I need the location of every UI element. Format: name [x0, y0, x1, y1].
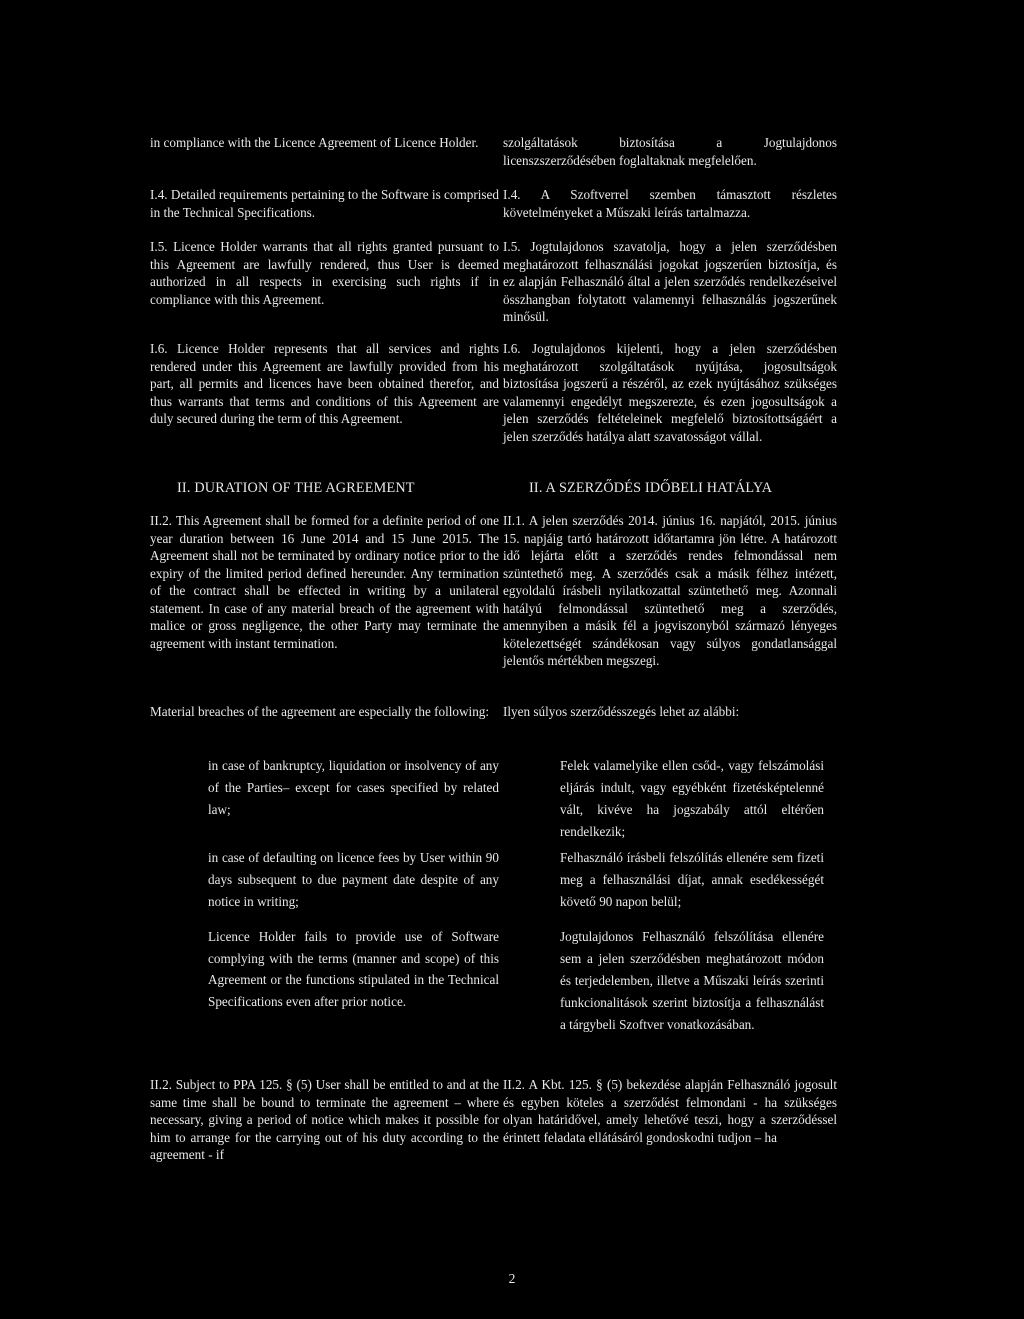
en-paragraph-breaches-intro: Material breaches of the agreement are especially the following:: [150, 704, 490, 719]
en-paragraph-1-4: I.4. Detailed requirements pertaining to the Software is comprised in the Technical Specifications.: [150, 187, 499, 220]
hu-paragraph-breaches-intro: Ilyen súlyos szerződésszegés lehet az alábbi:: [503, 704, 740, 719]
hu-paragraph-continuation: szolgáltatások biztosítása a Jogtulajdonos licenszszerződésében foglaltaknak megfelelően.: [503, 135, 837, 168]
en-paragraph-2-2-ppa: II.2. Subject to PPA 125. § (5) User shall be entitled to and at the same time shall be bound to terminate the agreement – where necessary, giving a period of notice which makes it possible for him to arrange for the carrying out of his duty according to the agreement - if: [150, 1077, 499, 1162]
en-paragraph-2-2-duration: II.2. This Agreement shall be formed for a definite period of one year duration between 16 June 2014 and 15 June 2015. The Agreement shall not be terminated by ordinary notice prior to the expiry of the limited period defined hereunder. Any termination of the contract shall be effected in writing by a unilateral statement. In case of any material breach of the agreement with malice or gross negligence, the other Party may terminate the agreement with instant termination.: [150, 513, 499, 651]
en-list-item-software-use: Licence Holder fails to provide use of Software complying with the terms (manner and scope) of this Agreement or the functions stipulated in the Technical Specifications even after prior notice.: [208, 929, 499, 1009]
hu-paragraph-2-1: II.1. A jelen szerződés 2014. június 16. napjától, 2015. június 15. napjáig tartó határozott időtartamra jön létre. A határozott idő lejárta előtt a szerződés rendes felmondással nem szüntethető meg. A szerződés csak a másik félhez intézett, egyoldalú írásbeli nyilatkozattal szüntethető meg. Azonnali hatályú felmondással szüntethető meg a szerződés, amennyiben a másik fél a jogviszonyból származó lényeges kötelezettségét szándékosan vagy súlyos gondatlansággal jelentős mértékben megszegi.: [503, 513, 837, 668]
en-paragraph-continuation: in compliance with the Licence Agreement of Licence Holder.: [150, 135, 479, 150]
en-list-item-bankruptcy: in case of bankruptcy, liquidation or insolvency of any of the Parties– except for cases specified by related law;: [208, 758, 499, 817]
en-paragraph-1-6: I.6. Licence Holder represents that all services and rights rendered under this Agreement are lawfully provided from his part, all permits and licences have been obtained therefor, and thus warrants that terms and conditions of this Agreement are duly secured during the term of this Agreement.: [150, 341, 499, 426]
hu-list-item-software-use: Jogtulajdonos Felhasználó felszólítása ellenére sem a jelen szerződésben meghatározott módon és terjedelemben, illetve a Műszaki leírás szerinti funkcionalitások szerint biztosítja a felhasználást a tárgybeli Szoftver vonatkozásában.: [560, 929, 824, 1032]
en-section-heading: II. DURATION OF THE AGREEMENT: [177, 480, 415, 496]
hu-section-heading: II. A SZERZŐDÉS IDŐBELI HATÁLYA: [529, 480, 773, 496]
page-number: 2: [508, 1271, 516, 1286]
en-paragraph-1-5: I.5. Licence Holder warrants that all rights granted pursuant to this Agreement are lawfully rendered, thus User is deemed authorized in all respects in exercising such rights if in compliance with this Agreement.: [150, 239, 499, 307]
en-list-item-licence-fees: in case of defaulting on licence fees by User within 90 days subsequent to due payment date despite of any notice in writing;: [208, 850, 499, 909]
hu-list-item-licence-fees: Felhasználó írásbeli felszólítás ellenére sem fizeti meg a felhasználási díjat, annak esedékességét követő 90 napon belül;: [560, 850, 824, 909]
hu-paragraph-1-4: I.4. A Szoftverrel szemben támasztott részletes követelményeket a Műszaki leírás tartalmazza.: [503, 187, 837, 220]
hu-paragraph-2-2: II.2. A Kbt. 125. § (5) bekezdése alapján Felhasználó jogosult és egyben köteles a szerződést felmondani - ha szükséges olyan határidővel, amely lehetővé teszi, hogy a szerződéssel érintett feladata ellátásáról gondoskodni tudjon – ha: [503, 1077, 837, 1145]
hu-paragraph-1-6: I.6. Jogtulajdonos kijelenti, hogy a jelen szerződésben meghatározott szolgáltatások nyújtása, jogosultságok biztosítása jogszerű a részéről, az ezek nyújtásához szükséges valamennyi engedélyt megszerezte, és ezen jogosultságok a jelen szerződés feltételeinek megfelelő biztosítottságáért a jelen szerződés hatálya alatt szavatosságot vállal.: [503, 341, 837, 444]
hu-paragraph-1-5: I.5. Jogtulajdonos szavatolja, hogy a jelen szerződésben meghatározott felhasználási jogokat jogszerűen biztosítja, és ez alapján Felhasználó által a jelen szerződés rendelkezéseivel összhangban folytatott valamennyi felhasználás jogszerűnek minősül.: [503, 239, 837, 324]
hu-list-item-bankruptcy: Felek valamelyike ellen csőd-, vagy felszámolási eljárás indult, vagy egyébként fizetésképtelenné vált, kivéve ha jogszabály attól eltérően rendelkezik;: [560, 758, 824, 839]
